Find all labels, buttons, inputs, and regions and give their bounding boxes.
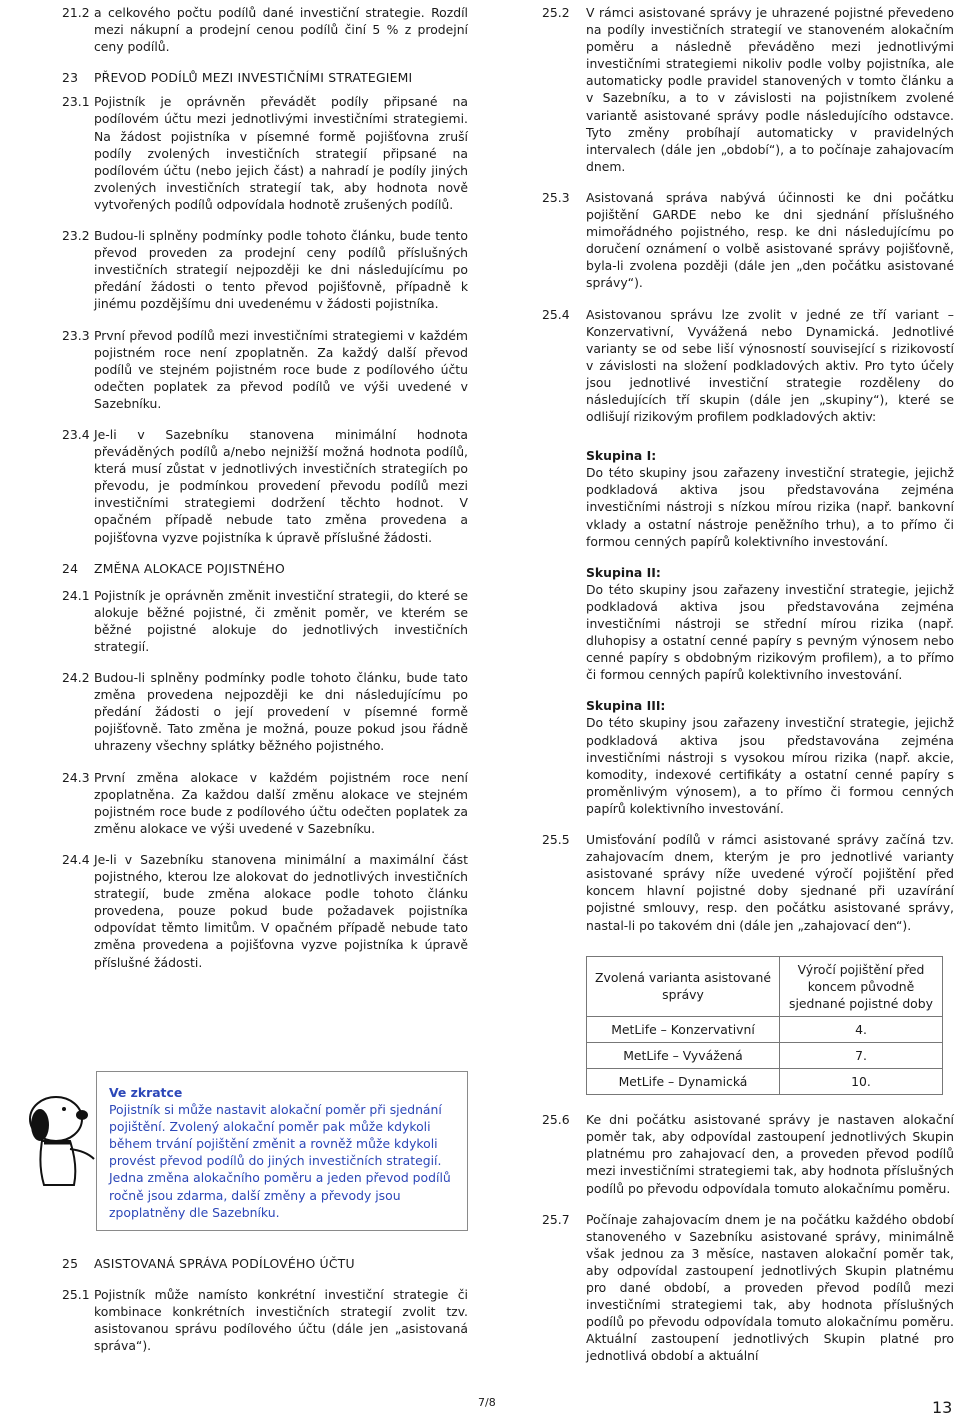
paragraph-25-7	[542, 1211, 954, 1365]
paragraph-number: 23.1	[62, 94, 90, 110]
group-2	[542, 564, 954, 684]
paragraph-23-3	[62, 327, 468, 412]
section-heading-24	[62, 560, 468, 577]
paragraph-text: Počínaje zahajovacím dnem je na počátku každého období stanoveného v Sazebníku asistované správy, minimálně však jednou za 3 měsíce, nastaven alokační poměr tak, aby odpovídal zastoupení jednotlivých Skupin platnému pro dané období, a proveden převod podílů mezi investičními strategiemi tak, aby hodnota příslušných podílů po převodu odpovídala tomuto alokačnímu poměru. Aktuální zastoupení jednotlivých Skupin platné pro jednotlivá období a aktuální	[586, 1211, 954, 1364]
table-header-cell: Výročí pojištění před koncem původně sjednané pojistné doby	[780, 956, 943, 1016]
page-number: 7/8	[478, 1396, 496, 1409]
paragraph-number: 25.3	[542, 189, 570, 205]
paragraph-text: Pojistník je oprávněn převádět podíly připsané na podílovém účtu mezi jednotlivými investičními strategiemi. Na žádost pojistníka v písemné formě pojišťovna zruší podíly zvolených investičních strategií připsané na podílovém účtu (nebo jejich část) a nahradí je podíly jiných zvolených investičních strategií tak, aby hodnota nově vytvořených podílů odpovídala hodnotě zrušených podílů.	[94, 94, 468, 212]
table-cell: MetLife – Dynamická	[587, 1069, 780, 1095]
paragraph-25-4	[542, 306, 954, 426]
snoopy-ear	[31, 1109, 49, 1141]
table-cell: MetLife – Vyvážená	[587, 1042, 780, 1068]
paragraph-text: Budou-li splněny podmínky podle tohoto článku, bude tato změna provedena nejpozději ke dni následujícímu po předání žádosti o její provedení v písemné formě pojišťovně. Tato změna je možná, pouze pokud jsou řádně uhrazeny všechny splátky běžného pojistného.	[94, 670, 468, 754]
paragraph-25-5	[542, 831, 954, 934]
paragraph-text: Pojistník může namísto konkrétní investiční strategie či kombinace konkrétních investičních strategií zvolit tzv. asistovanou správu podílového účtu (dále jen „asistovaná správa“).	[94, 1287, 468, 1354]
paragraph-text: Ke dni počátku asistované správy je nastaven alokační poměr tak, aby odpovídal zastoupení jednotlivých Skupin platnému pro zahajovací den, a proveden převod podílů mezi investičními strategiemi tak, aby hodnota příslušných podílů po převodu odpovídala tomuto alokačnímu poměru.	[586, 1112, 954, 1196]
group-1	[542, 447, 954, 550]
table-header-cell: Zvolená varianta asistované správy	[587, 956, 780, 1016]
paragraph-number: 23.3	[62, 327, 90, 343]
table-row	[587, 1069, 943, 1095]
paragraph-21-2	[62, 4, 468, 55]
snoopy-nose	[76, 1110, 88, 1120]
section-heading-23	[62, 69, 468, 86]
paragraph-24-1	[62, 587, 468, 655]
paragraph-text: První změna alokace v každém pojistném roce není zpoplatněna. Za každou další změnu alokace ve stejném pojistném roce bude z podílového účtu odečten poplatek za změnu alokace ve výši uvedené v Sazebníku.	[94, 769, 468, 836]
group-title: Skupina II:	[586, 564, 661, 580]
paragraph-24-3	[62, 769, 468, 837]
paragraph-text: Umisťování podílů v rámci asistované správy začíná tzv. zahajovacím dnem, kterým je pro jednotlivé varianty asistované správy níže uvedené výročí pojištění před koncem hlavní pojistné doby sjednané při uzavírání pojistné smlouvy, resp. den počátku asistované správy, nastal-li po takovém dni (dále jen „zahajovací den“).	[586, 832, 954, 933]
section-title: ASISTOVANÁ SPRÁVA PODÍLOVÉHO ÚČTU	[94, 1256, 355, 1271]
paragraph-number: 24.1	[62, 587, 90, 603]
snoopy-eye	[62, 1107, 66, 1111]
paragraph-number: 24.3	[62, 769, 90, 785]
group-text: Do této skupiny jsou zařazeny investiční strategie, jejichž podkladová aktiva jsou představována zejména investičními nástroji s vysokou mírou rizika (např. akcie, komodity, indexové certifikáty a ostatní cenné papíry s proměnlivým výnosem), a to přímo či formou cenných papírů kolektivního investování.	[586, 715, 954, 816]
left-column	[62, 0, 468, 971]
paragraph-text: Asistovanou správu lze zvolit v jedné ze tří variant – Konzervativní, Vyvážená nebo Dynamická. Jednotlivé varianty se od sebe liší výnosností související s rizikovostí v závislosti na složení podkladových aktiv. Pro tyto účely jsou jednotlivé investiční strategie rozděleny do následujících tří skupin (dále jen „skupiny“), které se odlišují rizikovým profilem podkladových aktiv:	[586, 306, 954, 425]
paragraph-text: Je-li v Sazebníku stanovena minimální hodnota převáděných podílů a/nebo nejnižší možná hodnota podílů, která musí zůstat v jednotlivých investičních strategiích po převodu, je podmínkou provedení převodu podílů mezi investičními strategiemi dodržení těchto hodnot. V opačném případě nebude tato změna provedena a pojišťovna vyzve pojistníka k úpravě příslušné žádosti.	[94, 426, 468, 545]
paragraph-text: První převod podílů mezi investičními strategiemi v každém pojistném roce není zpoplatněn. Za každý další převod podílů ve stejném pojistném roce bude z podílového účtu odečten poplatek za převod podílů ve výši uvedené v Sazebníku.	[94, 327, 468, 411]
paragraph-text: Asistovaná správa nabývá účinnosti ke dni počátku pojištění GARDE nebo ke dni sjednání příslušného mimořádného pojistného, resp. ke dni následujícímu po doručení oznámení o volbě asistované správy pojišťovně, byla-li zvolena později (dále jen „den počátku asistované správy“).	[586, 189, 954, 291]
left-column-bottom	[62, 1255, 468, 1354]
table-cell: 7.	[780, 1042, 943, 1068]
paragraph-number: 24.2	[62, 670, 90, 686]
paragraph-text: V rámci asistované správy je uhrazené pojistné převedeno na podíly investičních strategií ve stanoveném alokačním poměru a následně převáděno mezi jednotlivými investičními strategiemi nikoliv podle volby pojistníka, ale automaticky podle pravidel stanovených v tomto článku a v Sazebníku, a to v závislosti na pojistníkem zvolené variantě asistované správy podle následujícího odstavce. Tyto změny probíhají automaticky v pravidelných intervalech (dále jen „období“), a to počínaje zahajovacím dnem.	[586, 5, 954, 174]
paragraph-23-1	[62, 93, 468, 213]
paragraph-23-2	[62, 227, 468, 312]
group-3	[542, 697, 954, 817]
summary-title: Ve zkratce	[109, 1085, 183, 1100]
paragraph-text: Je-li v Sazebníku stanovena minimální a maximální část pojistného, kterou lze alokovat do jednotlivých investičních strategií, bude změna alokace podle tohoto článku provedena, pouze pokud bude požadavek pojistníka odpovídat těmto limitům. V opačném případě nebude tato změna provedena a pojišťovna vyzve pojistníka k úpravě příslušné žádosti.	[94, 851, 468, 970]
group-text: Do této skupiny jsou zařazeny investiční strategie, jejichž podkladová aktiva jsou představována zejména investičními nástroji s nízkou mírou rizika (např. bankovní vklady a ostatní nástroje peněžního trhu), a to přímo či formou cenných papírů kolektivního investování.	[586, 465, 954, 549]
right-column	[542, 0, 954, 1364]
paragraph-number: 25.1	[62, 1287, 90, 1303]
section-number: 24	[62, 560, 79, 576]
paragraph-text: Budou-li splněny podmínky podle tohoto článku, bude tento převod proveden za prodejní ceny podílů příslušných investičních strategií nejpozději ke dni následujícímu po předání žádosti o tento převod pojišťovně, případně k jinému pozdějšímu dni uvedenému v žádosti pojistníka.	[94, 228, 468, 312]
paragraph-24-4	[62, 851, 468, 971]
section-title: ZMĚNA ALOKACE POJISTNÉHO	[94, 560, 285, 576]
paragraph-number: 25.5	[542, 832, 570, 848]
paragraph-number: 24.4	[62, 851, 90, 867]
section-number: 23	[62, 70, 79, 86]
paragraph-number: 25.6	[542, 1112, 570, 1128]
snoopy-body	[40, 1141, 75, 1185]
snoopy-illustration	[8, 1085, 104, 1195]
group-title: Skupina I:	[586, 448, 657, 464]
summary-text: Pojistník si může nastavit alokační poměr při sjednání pojištění. Zvolený alokační poměr pak může kdykoli během trvání pojištění změnit a rovněž může kdykoli provést převod podílů do jiných investičních strategií. Jedna změna alokačního poměru a jeden převod podílů ročně jsou zdarma, další změny a převody jsou zpoplatněny dle Sazebníku.	[109, 1102, 451, 1220]
paragraph-25-6	[542, 1111, 954, 1196]
page-number-large: 13	[932, 1398, 953, 1417]
group-title: Skupina III:	[586, 698, 666, 714]
paragraph-text: a celkového počtu podílů dané investiční strategie. Rozdíl mezi nákupní a prodejní cenou podílů činí 5 % z prodejní ceny podílů.	[94, 5, 468, 55]
paragraph-number: 25.2	[542, 5, 570, 20]
paragraph-text: Pojistník je oprávněn změnit investiční strategii, do které se alokuje běžné pojistné, či změnit poměr, ve kterém se běžné pojistné alokuje do jednotlivých investičních strategií.	[94, 587, 468, 654]
section-title: PŘEVOD PODÍLŮ MEZI INVESTIČNÍMI STRATEGIEMI	[94, 70, 413, 86]
table-cell: 10.	[780, 1069, 943, 1095]
section-number: 25	[62, 1256, 79, 1271]
paragraph-number: 23.4	[62, 426, 90, 442]
paragraph-number: 23.2	[62, 228, 90, 244]
table-row	[587, 1042, 943, 1068]
paragraph-24-2	[62, 669, 468, 754]
summary-box	[96, 1071, 468, 1231]
section-heading-25	[62, 1255, 468, 1272]
table-cell: MetLife – Konzervativní	[587, 1016, 780, 1042]
paragraph-23-4	[62, 426, 468, 546]
paragraph-number: 25.7	[542, 1211, 570, 1227]
paragraph-number: 25.4	[542, 306, 570, 322]
paragraph-25-3	[542, 189, 954, 292]
table-cell: 4.	[780, 1016, 943, 1042]
group-text: Do této skupiny jsou zařazeny investiční strategie, jejichž podkladová aktiva jsou představována zejména investičními nástroji se střední mírou rizika (např. dluhopisy a ostatní cenné papíry s pevným výnosem nebo cenné papíry s obdobným rizikovým profilem), a to přímo či formou cenných papírů kolektivního investování.	[586, 581, 954, 683]
paragraph-number: 21.2	[62, 5, 90, 20]
table-row	[587, 1016, 943, 1042]
paragraph-25-2	[542, 4, 954, 175]
table-header-row	[587, 956, 943, 1016]
paragraph-25-1	[62, 1286, 468, 1354]
variants-table	[586, 956, 943, 1096]
